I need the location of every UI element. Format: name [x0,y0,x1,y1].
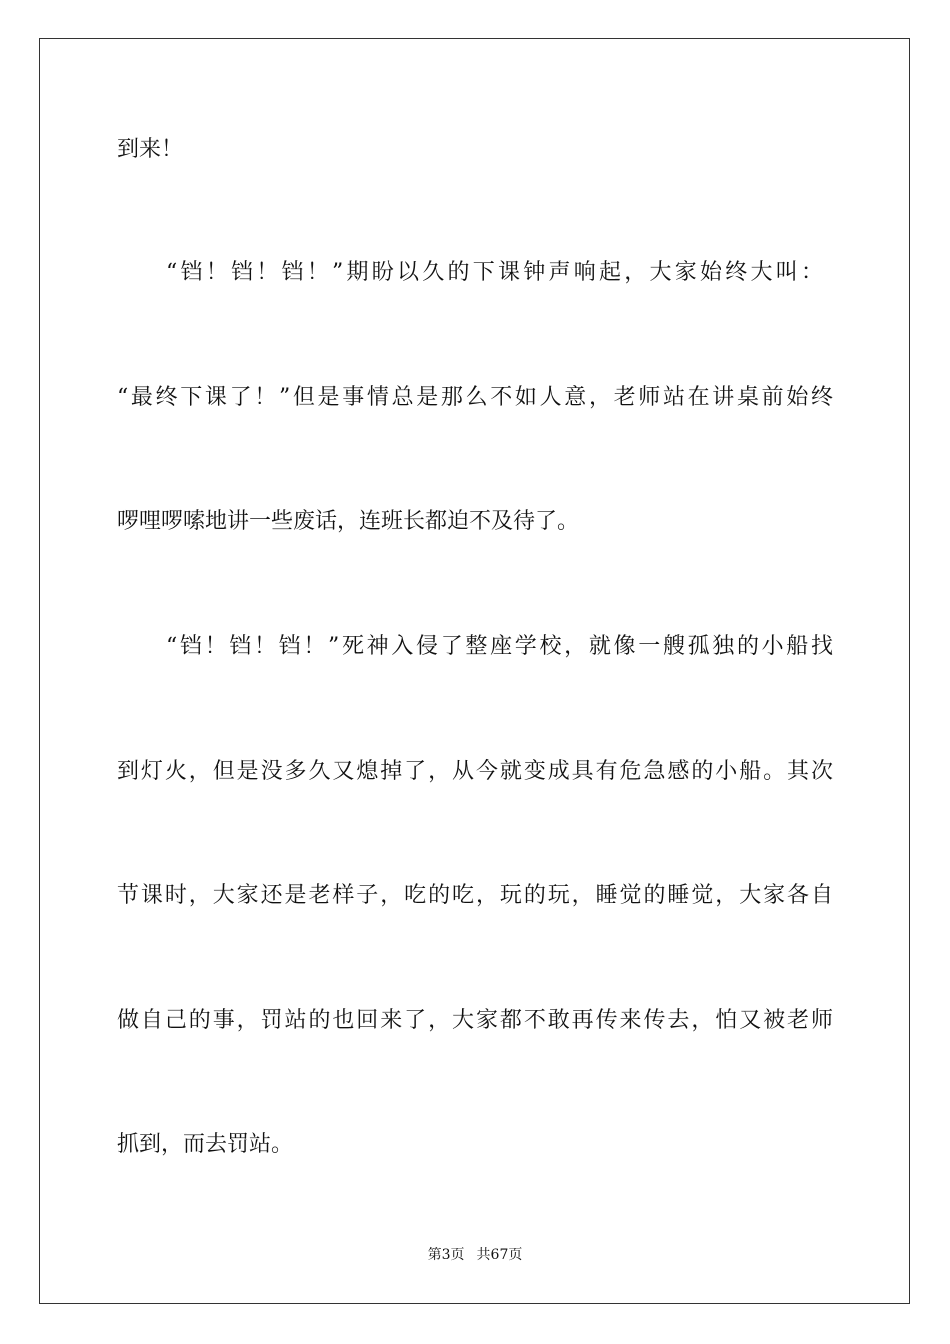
page-number-current: 第3页 [427,1247,465,1263]
text-line-3: “最终下课了！”但是事情总是那么不如人意，老师站在讲桌前始终 [117,385,833,410]
page-border [39,38,910,1304]
page-footer [0,1246,950,1264]
text-line-6: 到灯火，但是没多久又熄掉了，从今就变成具有危急感的小船。其次 [117,759,833,784]
text-line-2: “铛！铛！铛！”期盼以久的下课钟声响起，大家始终大叫： [166,260,823,285]
text-line-4: 啰哩啰嗦地讲一些废话，连班长都迫不及待了。 [117,509,580,534]
text-line-7: 节课时，大家还是老样子，吃的吃，玩的玩，睡觉的睡觉，大家各自 [117,883,833,908]
text-line-8: 做自己的事，罚站的也回来了，大家都不敢再传来传去，怕又被老师 [117,1008,833,1033]
page-number-total: 共67页 [476,1247,523,1263]
text-line-1: 到来！ [117,137,184,162]
text-line-9: 抓到，而去罚站。 [117,1132,294,1157]
text-line-5: “铛！铛！铛！”死神入侵了整座学校，就像一艘孤独的小船找 [166,634,833,659]
